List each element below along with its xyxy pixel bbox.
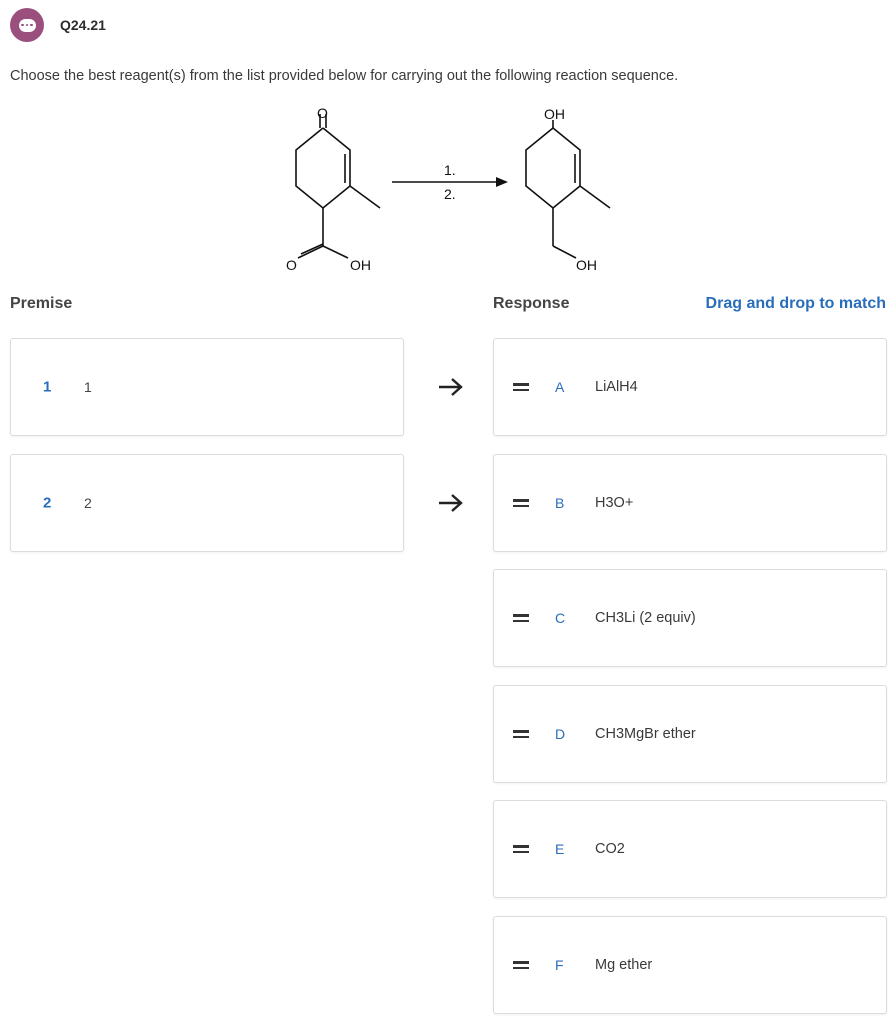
response-text: LiAlH4: [595, 379, 638, 395]
reactant-acid-o: O: [286, 257, 297, 273]
response-text: CH3Li (2 equiv): [595, 610, 696, 626]
response-text: Mg ether: [595, 957, 653, 973]
product-structure: [526, 120, 610, 258]
premise-number: 2: [43, 494, 52, 512]
reaction-scheme: [270, 98, 630, 280]
reactant-acid-oh: OH: [350, 257, 371, 273]
response-card-d[interactable]: [493, 685, 887, 783]
reaction-step-1: 1.: [444, 162, 456, 178]
drag-handle-icon[interactable]: [513, 614, 529, 622]
question-header: [10, 7, 106, 43]
response-text: CO2: [595, 841, 625, 857]
reaction-step-2: 2.: [444, 186, 456, 202]
response-letter: D: [555, 726, 566, 742]
response-letter: E: [555, 841, 565, 857]
match-arrow-icon: [437, 376, 465, 398]
response-text: CH3MgBr ether: [595, 726, 696, 742]
premise-text: 1: [84, 379, 92, 395]
response-card-c[interactable]: [493, 569, 887, 667]
response-card-a[interactable]: [493, 338, 887, 436]
match-arrow-icon: [437, 492, 465, 514]
response-text: H3O+: [595, 495, 634, 511]
product-oh-top: OH: [544, 106, 565, 122]
drag-handle-icon[interactable]: [513, 961, 529, 969]
drag-handle-icon[interactable]: [513, 383, 529, 391]
premise-number: 1: [43, 378, 52, 396]
response-letter: F: [555, 957, 564, 973]
response-card-b[interactable]: [493, 454, 887, 552]
premise-card-1[interactable]: [10, 338, 404, 436]
question-number: Q24.21: [60, 17, 106, 33]
drag-handle-icon[interactable]: [513, 499, 529, 507]
response-title: Response: [493, 295, 570, 312]
drag-drop-hint: Drag and drop to match: [705, 295, 886, 312]
premise-text: 2: [84, 495, 92, 511]
response-card-e[interactable]: [493, 800, 887, 898]
premise-title: Premise: [10, 295, 73, 312]
response-letter: C: [555, 610, 566, 626]
drag-handle-icon[interactable]: [513, 730, 529, 738]
response-card-f[interactable]: [493, 916, 887, 1014]
response-letter: A: [555, 379, 565, 395]
drag-handle-icon[interactable]: [513, 845, 529, 853]
premise-card-2[interactable]: [10, 454, 404, 552]
response-letter: B: [555, 495, 565, 511]
question-prompt: Choose the best reagent(s) from the list provided below for carrying out the following reaction sequence.: [10, 68, 679, 84]
reactant-structure: [296, 114, 380, 258]
chat-bubble-icon[interactable]: [10, 8, 44, 42]
reactant-ketone-o: O: [317, 105, 328, 121]
product-oh-bottom: OH: [576, 257, 597, 273]
